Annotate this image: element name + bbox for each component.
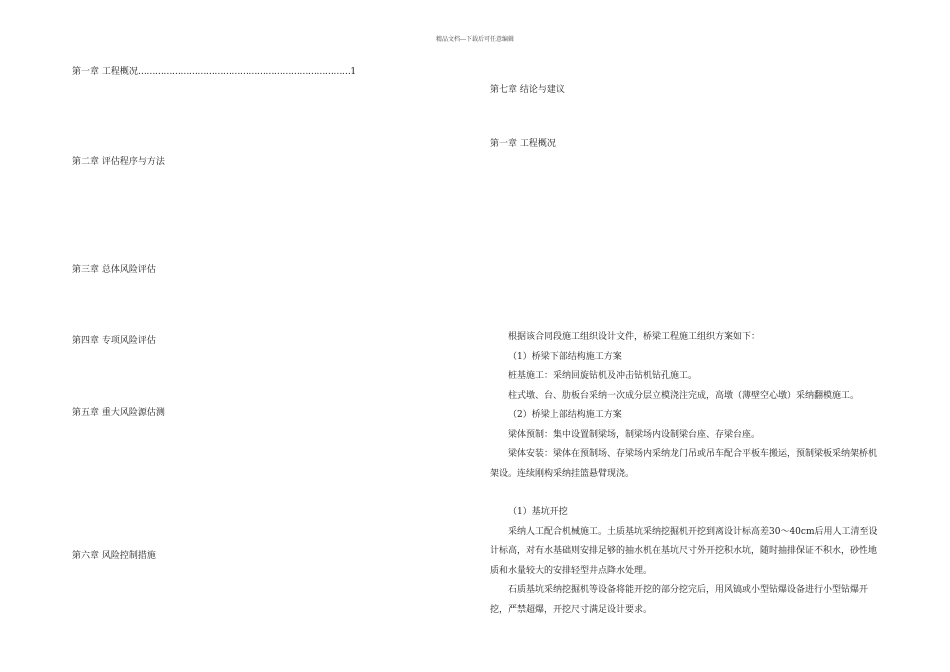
toc-label: 第一章 工程概况 [72, 67, 138, 77]
toc-leader-dots: ………………………………………………………………… [137, 67, 351, 77]
heading-chapter-1: 第一章 工程概况 [490, 139, 556, 149]
spacer [490, 484, 882, 503]
subheading-substructure: （1）桥梁下部结构施工方案 [508, 351, 622, 362]
paragraph-pile-foundation: 桩基施工：采纳回旋钻机及冲击钻机钻孔施工。 [508, 371, 698, 381]
toc-entry-chapter-4: 第四章 专项风险评估 [72, 336, 156, 346]
toc-entry-chapter-3: 第三章 总体风险评估 [72, 265, 156, 275]
paragraph-soil-excavation-text: 采纳人工配合机械施工。土质基坑采纳挖掘机开挖到离设计标高差30～40cm后用人工清至设计标高，对有水基础则安排足够的抽水机在基坑尺寸外开挖积水坑，随时抽排保证不积水，砂性地质和水量较大的安排轻型井点降水处理。 [490, 526, 878, 576]
paragraph-rock-excavation [490, 581, 882, 620]
heading-chapter-7: 第七章 结论与建议 [490, 85, 565, 95]
paragraph-beam-install-text: 梁体安装：梁体在预制场、存梁场内采纳龙门吊或吊车配合平板车搬运，预制梁板采纳架桥机架设。连续刚构采纳挂篮悬臂现浇。 [490, 449, 878, 479]
toc-entry-chapter-2: 第二章 评估程序与方法 [72, 157, 165, 167]
subheading-excavation: （1）基坑开挖 [508, 507, 568, 517]
page-header: 精品文档---下载后可任意编辑 [435, 36, 515, 43]
paragraph-beam-prefab: 梁体预制：集中设置制梁场，制梁场内设制梁台座、存梁台座。 [508, 429, 761, 440]
paragraph-intro: 根据该合同段施工组织设计文件，桥梁工程施工组织方案如下： [508, 332, 761, 342]
toc-entry-chapter-5: 第五章 重大风险源估测 [72, 408, 165, 418]
toc-page-number: 1 [350, 67, 357, 77]
body-text [490, 328, 882, 620]
subheading-superstructure: （2）桥梁上部结构施工方案 [508, 410, 622, 420]
paragraph-rock-excavation-text: 石质基坑采纳挖掘机等设备将能开挖的部分挖完后，用风镐或小型钻爆设备进行小型钻爆开挖，严禁超爆，开挖尺寸满足设计要求。 [490, 585, 869, 615]
toc-entry-chapter-6: 第六章 风险控制措施 [72, 551, 156, 561]
toc-entry-chapter-1 [72, 64, 356, 77]
paragraph-soil-excavation [490, 523, 882, 582]
paragraph-beam-install [490, 445, 882, 484]
paragraph-pier-abutment: 柱式墩、台、肋板台采纳一次成分层立模浇注完成，高墩（薄壁空心墩）采纳翻模施工。 [508, 390, 860, 401]
